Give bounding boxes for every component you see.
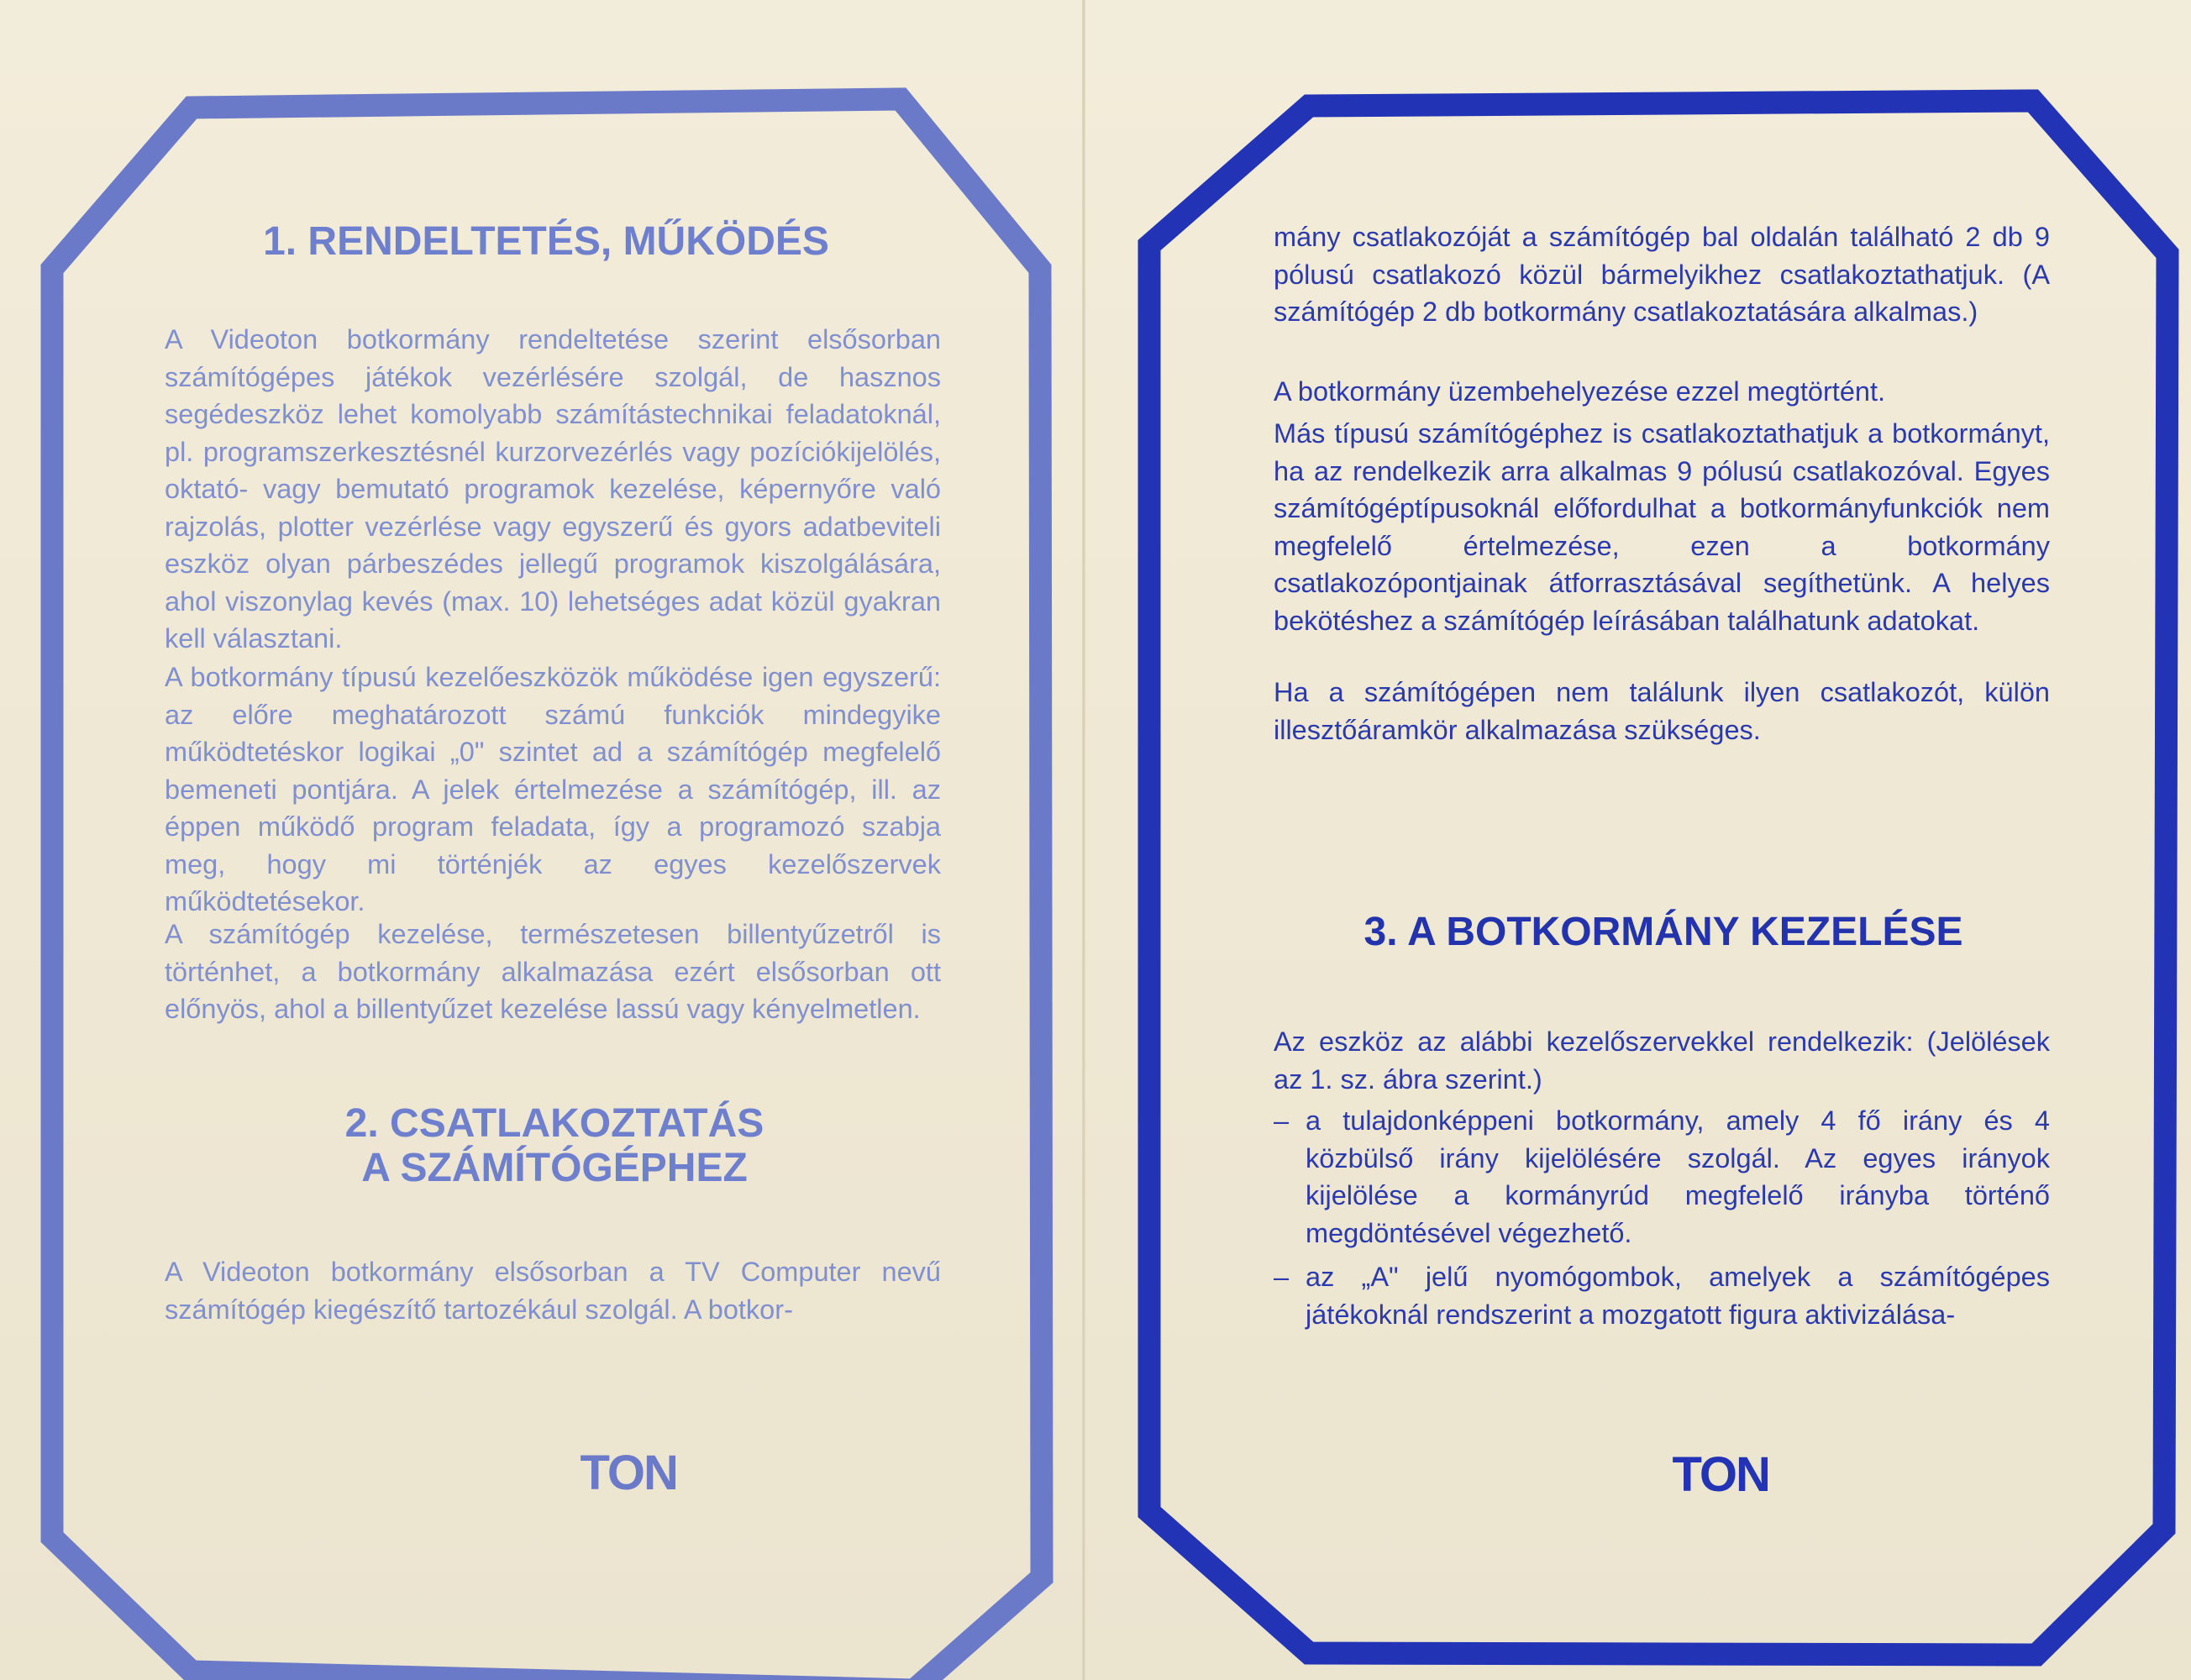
section2-title-line2: A SZÁMÍTÓGÉPHEZ (361, 1145, 748, 1190)
section3-list (1274, 1102, 2050, 1333)
list-dash: – (1274, 1262, 1290, 1292)
list-item (1274, 1258, 2050, 1333)
videoton-logo-right (1529, 1446, 1769, 1503)
list-item (1274, 1102, 2050, 1252)
list-item-text: az „A" jelű nyomógombok, amelyek a számítógépes játékoknál rendszerint a mozgatott figura aktivizálása- (1306, 1262, 2050, 1330)
logo-hollow-part: VIDEO (1529, 1447, 1673, 1502)
logo-hollow-part: VIDEO (437, 1446, 581, 1500)
right-paragraph-2: A botkormány üzembehelyezése ezzel megtörtént. (1274, 376, 1886, 407)
right-page (1084, 0, 2191, 1680)
section2-paragraph: A Videoton botkormány elsősorban a TV Computer nevű számítógép kiegészítő tartozékául szolgál. A botkor- (165, 1257, 941, 1325)
section2-title-line1: 2. CSATLAKOZTATÁS (344, 1101, 764, 1146)
section1-paragraph-2: A botkormány típusú kezelőeszközök működése igen egyszerű: az előre meghatározott számú funkciók mindegyike működtetéskor logikai „0" szintet ad a számítógép megfelelő bemeneti pontjára. A jelek értelmezése a számítógép, ill. az éppen működő program feladata, így a programozó szabja meg, hogy mi történjék az egyes kezelőszervek működtetésekor. (165, 662, 941, 916)
section1-title: 1. RENDELTETÉS, MŰKÖDÉS (263, 219, 829, 264)
left-page (0, 0, 1084, 1680)
right-paragraph-1: mány csatlakozóját a számítógép bal oldalán található 2 db 9 pólusú csatlakozó közül bármelyikhez csatlakoztathatjuk. (A számítógép 2 db botkormány csatlakoztatására alkalmas.) (1274, 222, 2050, 327)
section1-paragraph-1: A Videoton botkormány rendeltetése szerint elsősorban számítógépes játékok vezérlésére szolgál, de hasznos segédeszköz lehet komolyabb számítástechnikai feladatoknál, pl. programszerkesztésnél kurzorvezérlés vagy pozíciókijelölés, oktató- vagy bemutató programok kezelése, képernyőre való rajzolás, plotter vezérlése vagy egyszerű és gyors adatbeviteli eszköz olyan párbeszédes jellegű programok kiszolgálására, ahol viszonylag kevés (max. 10) lehetséges adat közül gyakran kell választani. (165, 324, 941, 654)
page-fold (1082, 0, 1085, 1680)
section3-title: 3. A BOTKORMÁNY KEZELÉSE (1363, 910, 1963, 954)
section1-paragraph-3: A számítógép kezelése, természetesen billentyűzetről is történhet, a botkormány alkalmazása ezért elsősorban ott előnyös, ahol a billentyűzet kezelése lassú vagy kényelmetlen. (165, 919, 941, 1024)
right-paragraph-3: Más típusú számítógéphez is csatlakoztathatjuk a botkormányt, ha az rendelkezik arra alkalmas 9 pólusú csatlakozóval. Egyes számítógéptípusoknál előfordulhat a botkormányfunkciók nem megfelelő értelmezése, ezen a botkormány csatlakozópontjainak átforrasztásával segíthetünk. A helyes bekötéshez a számítógép leírásában találhatunk adatokat. (1274, 418, 2050, 636)
right-paragraph-4: Ha a számítógépen nem találunk ilyen csatlakozót, külön illesztőáramkör alkalmazása szükséges. (1274, 677, 2050, 745)
section2-title (218, 1102, 891, 1191)
videoton-logo-left (437, 1445, 677, 1501)
section3-intro: Az eszköz az alábbi kezelőszervekkel rendelkezik: (Jelölések az 1. sz. ábra szerint.) (1274, 1026, 2050, 1095)
list-item-text: a tulajdonképpeni botkormány, amely 4 fő irány és 4 közbülső irány kijelölésére szolgál. Az egyes irányok kijelölése a kormányrúd megfelelő irányba történő megdöntésével végezhető. (1306, 1105, 2050, 1248)
logo-solid-part: TON (1672, 1447, 1769, 1502)
list-dash: – (1274, 1105, 1290, 1136)
logo-solid-part: TON (580, 1446, 677, 1500)
